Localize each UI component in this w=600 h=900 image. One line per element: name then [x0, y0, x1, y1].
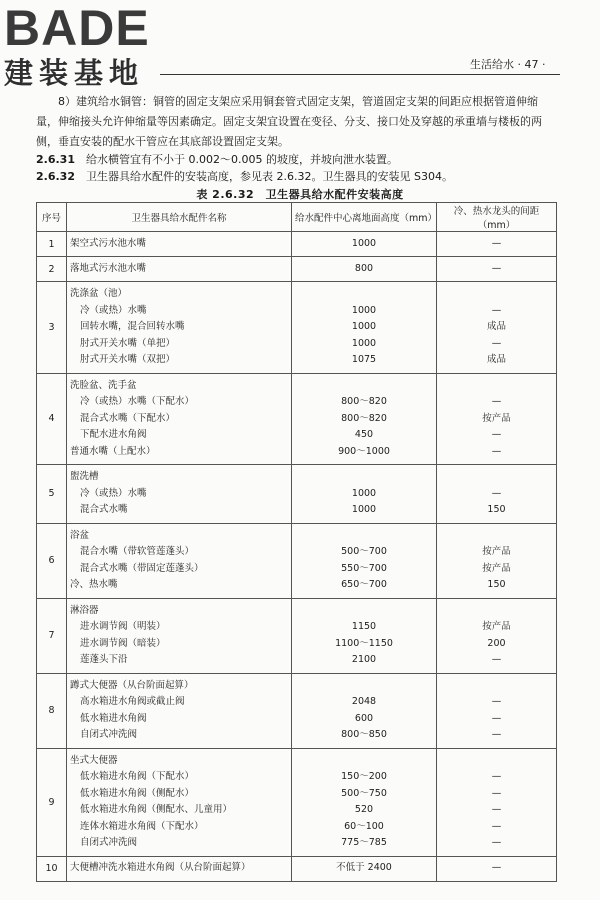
fitting-name: 混合式水嘴 — [80, 504, 128, 515]
fitting-name: 低水箱进水角阀（下配水） — [80, 771, 195, 782]
spacing-cell — [437, 282, 557, 374]
fitting-name: 冷（或热）水嘴 — [80, 304, 147, 316]
height-value: 不低于 2400 — [336, 862, 392, 874]
height-cell — [292, 673, 437, 748]
logo-wordmark: BADE — [4, 0, 150, 56]
fitting-name: 自闭式冲洗阀 — [80, 837, 138, 848]
height-cell — [292, 598, 437, 673]
fitting-name: 洗涤盆（池） — [70, 288, 128, 299]
height-value: 1000 — [351, 237, 377, 249]
fitting-name: 落地式污水池水嘴 — [70, 262, 147, 274]
table-row — [37, 257, 557, 282]
spacing-value: — — [491, 304, 502, 316]
height-value: 650～700 — [341, 579, 387, 590]
table-row — [37, 232, 557, 257]
spacing-value: 150 — [487, 504, 506, 515]
fitting-name: 混合式水嘴（下配水） — [80, 412, 176, 424]
fitting-name: 连体水箱进水角阀（下配水） — [80, 820, 204, 832]
spacing-value: 按产品 — [482, 562, 511, 574]
spacing-value: — — [491, 712, 502, 724]
spacing-value — [440, 753, 553, 770]
clause-2-6-31 — [36, 152, 556, 168]
height-value: 1000 — [351, 504, 377, 515]
height-value: 800～820 — [341, 412, 387, 424]
fitting-name: 蹲式大便器（从台阶面起算） — [70, 679, 194, 691]
height-value: 1075 — [351, 354, 377, 365]
height-value: 900～1000 — [338, 445, 390, 457]
spacing-value: 按产品 — [482, 621, 511, 632]
spacing-value — [440, 378, 553, 395]
table-row — [37, 598, 557, 673]
height-value — [295, 469, 433, 486]
spacing-value — [440, 286, 553, 303]
spacing-value: — — [491, 696, 502, 707]
row-number: 10 — [37, 856, 67, 881]
height-cell — [292, 282, 437, 374]
height-value — [295, 603, 433, 620]
spacing-value: — — [491, 337, 502, 349]
table-row — [37, 673, 557, 748]
spacing-value: — — [491, 429, 502, 440]
height-value: 1000 — [351, 321, 377, 332]
spacing-value: — — [491, 654, 502, 665]
spacing-value — [440, 528, 553, 545]
logo-chinese-name: 建装基地 — [4, 56, 145, 90]
spacing-value: — — [491, 396, 502, 407]
col-header-height: 给水配件中心离地面高度（mm） — [292, 203, 437, 232]
spacing-value: — — [491, 729, 502, 740]
height-value: 500～700 — [341, 546, 387, 557]
height-value: 800 — [354, 262, 374, 274]
height-value: 800～820 — [341, 396, 387, 407]
paragraph-copper-pipe: 8）建筑给水铜管：铜管的固定支架应采用铜套管式固定支架，管道固定支架的间距应根据管道伸缩量，伸缩接头允许伸缩量等因素确定。固定支架宜设置在变径、分支、接口处及穿越的承重墙与楼板的两侧，垂直安装的配水干管应在其底部设置固定支架。 — [36, 95, 542, 148]
row-number: 7 — [37, 598, 67, 673]
fitting-name: 冷、热水嘴 — [70, 579, 118, 590]
fitting-name-cell — [67, 856, 292, 881]
height-value: 520 — [354, 804, 374, 815]
fitting-name: 莲蓬头下沿 — [80, 654, 128, 665]
spacing-cell — [437, 523, 557, 598]
spacing-value — [440, 678, 553, 695]
spacing-value: — — [491, 787, 502, 799]
fitting-name: 进水调节阀（明装） — [80, 621, 166, 632]
height-value: 1000 — [351, 337, 377, 349]
fitting-name-cell — [67, 748, 292, 856]
fitting-name: 冷（或热）水嘴 — [80, 487, 147, 499]
spacing-cell — [437, 465, 557, 524]
spacing-value: — — [491, 237, 502, 249]
fitting-name: 低水箱进水角阀 — [80, 712, 147, 724]
fitting-name: 下配水进水角阀 — [80, 429, 147, 440]
table-caption: 表 2.6.32 卫生器具给水配件安装高度 — [196, 188, 404, 201]
height-cell — [292, 856, 437, 881]
row-number: 4 — [37, 373, 67, 465]
spacing-cell — [437, 373, 557, 465]
fitting-name: 盥洗槽 — [70, 471, 99, 482]
fitting-name-cell — [67, 232, 292, 257]
spacing-value — [440, 603, 553, 620]
fitting-name: 肘式开关水嘴（双把） — [80, 354, 176, 365]
fitting-name: 自闭式冲洗阀 — [80, 729, 138, 740]
fitting-name: 回转水嘴，混合回转水嘴 — [80, 321, 185, 332]
spacing-value: — — [491, 837, 502, 848]
height-value: 450 — [354, 429, 374, 440]
fitting-name: 混合式水嘴（带固定莲蓬头） — [80, 562, 204, 574]
fitting-name: 浴盆 — [70, 529, 90, 541]
fitting-name: 淋浴器 — [70, 604, 99, 616]
fitting-name: 普通水嘴（上配水） — [70, 445, 156, 457]
height-value: 500～750 — [341, 787, 387, 799]
spacing-value: — — [491, 445, 502, 457]
spacing-value: — — [491, 862, 502, 874]
row-number: 5 — [37, 465, 67, 524]
table-header-row — [37, 203, 557, 232]
spacing-cell — [437, 232, 557, 257]
fitting-name: 低水箱进水角阀（侧配水） — [80, 787, 195, 799]
spacing-value: 200 — [487, 637, 506, 649]
fitting-name: 肘式开关水嘴（单把） — [80, 337, 176, 349]
height-value: 550～700 — [341, 562, 387, 574]
col-header-name: 卫生器具给水配件名称 — [67, 203, 292, 232]
table-row — [37, 856, 557, 881]
height-value — [295, 286, 433, 303]
table-row — [37, 523, 557, 598]
height-value: 2048 — [351, 696, 377, 707]
fitting-name: 混合水嘴（带软管莲蓬头） — [80, 546, 195, 557]
height-value — [295, 678, 433, 695]
clause-number: 2.6.31 — [36, 153, 75, 166]
height-value: 1000 — [351, 487, 377, 499]
spacing-value: — — [491, 771, 502, 782]
fitting-name: 架空式污水池水嘴 — [70, 237, 147, 249]
clause-number: 2.6.32 — [36, 170, 75, 183]
fitting-name: 大便槽冲洗水箱进水角阀（从台阶面起算） — [70, 862, 251, 874]
spacing-value: 成品 — [486, 354, 506, 365]
height-value: 1000 — [351, 304, 377, 316]
height-value: 1100～1150 — [335, 637, 393, 649]
publisher-logo — [4, 2, 174, 90]
spacing-value: — — [491, 262, 502, 274]
height-value: 1150 — [351, 621, 377, 632]
clause-2-6-32 — [36, 169, 556, 185]
height-value — [295, 528, 433, 545]
fitting-height-table — [36, 202, 557, 882]
col-header-spacing: 冷、热水龙头的间距（mm） — [437, 203, 557, 232]
height-value — [295, 378, 433, 395]
spacing-value: 150 — [487, 579, 506, 590]
height-cell — [292, 373, 437, 465]
fitting-name: 冷（或热）水嘴（下配水） — [80, 396, 195, 407]
clause-text: 给水横管宜有不小于 0.002～0.005 的坡度，并坡向泄水装置。 — [86, 153, 398, 166]
spacing-value: 成品 — [486, 321, 506, 332]
spacing-cell — [437, 598, 557, 673]
fitting-name-cell — [67, 282, 292, 374]
fitting-name: 进水调节阀（暗装） — [80, 637, 166, 649]
spacing-value: — — [491, 820, 502, 832]
spacing-value — [440, 469, 553, 486]
fitting-name: 低水箱进水角阀（侧配水、儿童用） — [80, 804, 233, 815]
spacing-cell — [437, 856, 557, 881]
fitting-name: 高水箱进水角阀或截止阀 — [80, 696, 185, 707]
height-cell — [292, 523, 437, 598]
spacing-cell — [437, 748, 557, 856]
spacing-cell — [437, 257, 557, 282]
running-header: 生活给水 · 47 · — [470, 58, 546, 71]
fitting-name-cell — [67, 373, 292, 465]
height-cell — [292, 257, 437, 282]
height-value: 150～200 — [341, 771, 387, 782]
fitting-name-cell — [67, 598, 292, 673]
row-number: 6 — [37, 523, 67, 598]
row-number: 1 — [37, 232, 67, 257]
fitting-name-cell — [67, 257, 292, 282]
table-row — [37, 282, 557, 374]
spacing-value: 按产品 — [482, 412, 511, 424]
table-row — [37, 748, 557, 856]
row-number: 3 — [37, 282, 67, 374]
spacing-cell — [437, 673, 557, 748]
spacing-value: 按产品 — [482, 546, 511, 557]
spacing-value: — — [491, 487, 502, 499]
height-value: 60～100 — [344, 820, 384, 832]
row-number: 8 — [37, 673, 67, 748]
table-row — [37, 465, 557, 524]
height-cell — [292, 232, 437, 257]
height-cell — [292, 465, 437, 524]
height-value: 2100 — [351, 654, 377, 665]
table-row — [37, 373, 557, 465]
height-cell — [292, 748, 437, 856]
fitting-name: 坐式大便器 — [70, 754, 118, 766]
spacing-value: — — [491, 804, 502, 815]
fitting-name: 洗脸盆、洗手盆 — [70, 379, 137, 391]
row-number: 2 — [37, 257, 67, 282]
fitting-name-cell — [67, 523, 292, 598]
col-header-no: 序号 — [37, 203, 67, 232]
height-value: 775～785 — [341, 837, 387, 848]
header-rule — [160, 74, 560, 75]
height-value: 800～850 — [341, 729, 387, 740]
row-number: 9 — [37, 748, 67, 856]
height-value — [295, 753, 433, 770]
fitting-name-cell — [67, 673, 292, 748]
fitting-name-cell — [67, 465, 292, 524]
clause-text: 卫生器具给水配件的安装高度，参见表 2.6.32。卫生器具的安装见 S304。 — [86, 170, 453, 183]
height-value: 600 — [354, 712, 374, 724]
